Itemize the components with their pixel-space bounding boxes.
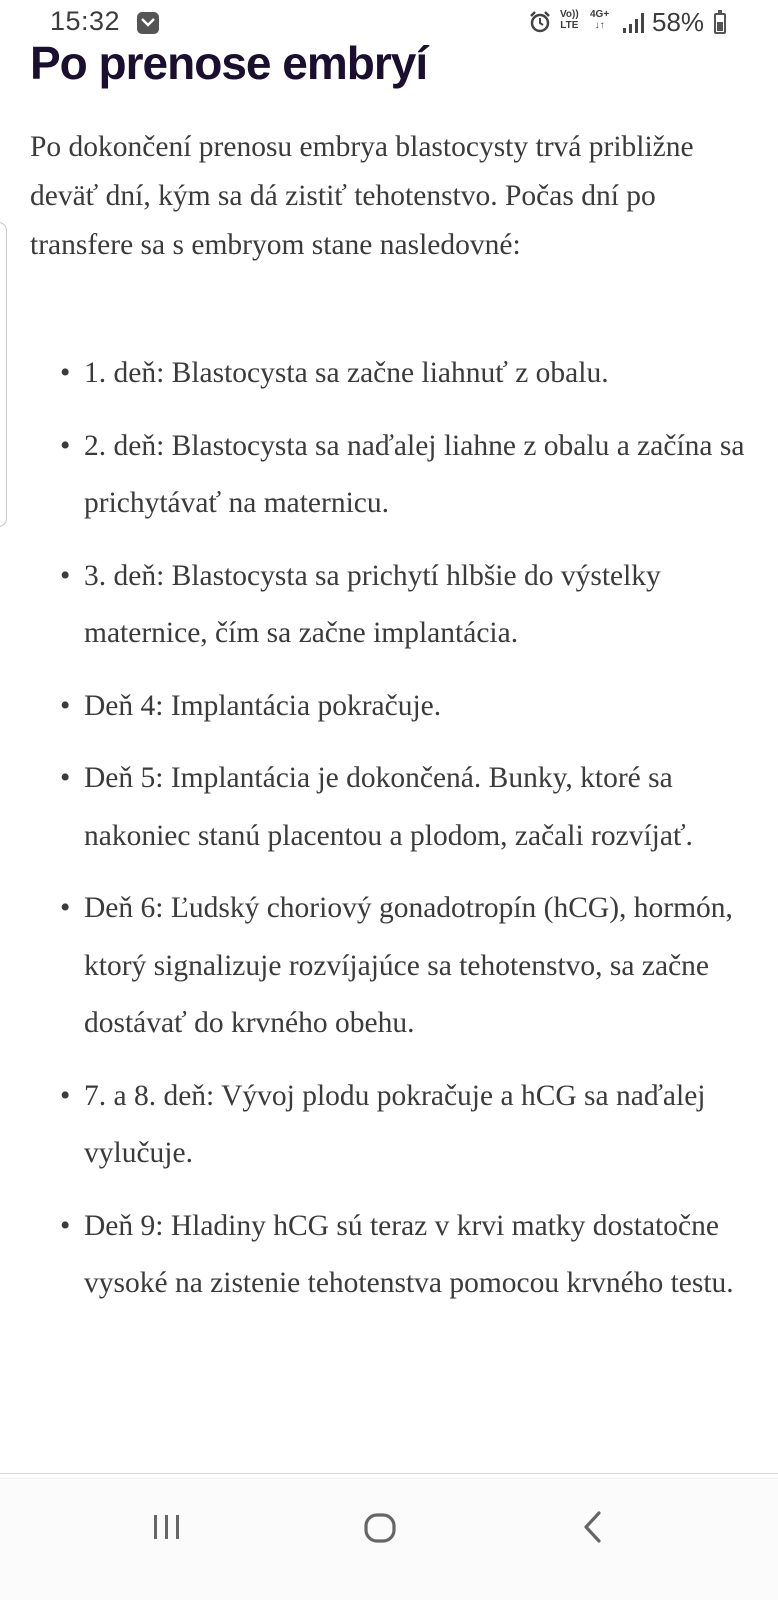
- list-item: • Deň 9: Hladiny hCG sú teraz v krvi matky dostatočne vysoké na zistenie tehotenstva pomocou krvného testu.: [60, 1198, 760, 1313]
- volte-indicator: [560, 9, 579, 31]
- article-intro: Po dokončení prenosu embrya blastocysty trvá približne deväť dní, kým sa dá zistiť tehotenstvo. Počas dní po transfere sa s embryom stane nasledovné:: [30, 131, 694, 261]
- divider: [0, 1478, 778, 1479]
- battery-percentage: 58%: [652, 7, 705, 37]
- list-item: • Deň 6: Ľudský choriový gonadotropín (hCG), hormón, ktorý signalizuje rozvíjajúce sa tehotenstvo, sa začne dostávať do krvného obehu.: [60, 880, 760, 1053]
- steps-list: [60, 345, 760, 1328]
- edge-panel-handle[interactable]: [0, 222, 7, 527]
- back-icon[interactable]: [580, 1510, 606, 1549]
- navigation-bar: [0, 1480, 778, 1600]
- list-item: • Deň 4: Implantácia pokračuje.: [60, 678, 760, 736]
- alarm-icon: [528, 10, 552, 39]
- volte-bottom-label: LTE: [560, 20, 579, 31]
- list-item: • 1. deň: Blastocysta sa začne liahnuť z obalu.: [60, 345, 760, 403]
- network-type-label: 4G+: [590, 9, 610, 20]
- article-title: Po prenose embryí: [30, 37, 428, 89]
- network-indicator: [590, 9, 609, 31]
- home-icon[interactable]: [363, 1512, 397, 1549]
- list-item: • Deň 5: Implantácia je dokončená. Bunky, ktoré sa nakoniec stanú placentou a plodom, začali rozvíjať.: [60, 750, 760, 865]
- signal-icon: [622, 12, 646, 39]
- list-item: • 7. a 8. deň: Vývoj plodu pokračuje a hCG sa naďalej vylučuje.: [60, 1068, 760, 1183]
- list-item: • 2. deň: Blastocysta sa naďalej liahne z obalu a začína sa prichytávať na maternicu.: [60, 418, 760, 533]
- list-item: • 3. deň: Blastocysta sa prichytí hlbšie do výstelky maternice, čím sa začne implantácia.: [60, 548, 760, 663]
- divider: [0, 1473, 778, 1474]
- volte-top-label: Vo)): [560, 9, 579, 20]
- network-activity-label: ↓↑: [594, 20, 605, 31]
- status-time: 15:32: [50, 6, 121, 36]
- recent-apps-icon[interactable]: [152, 1513, 182, 1546]
- notification-icon: [137, 12, 159, 34]
- battery-icon: [714, 13, 726, 34]
